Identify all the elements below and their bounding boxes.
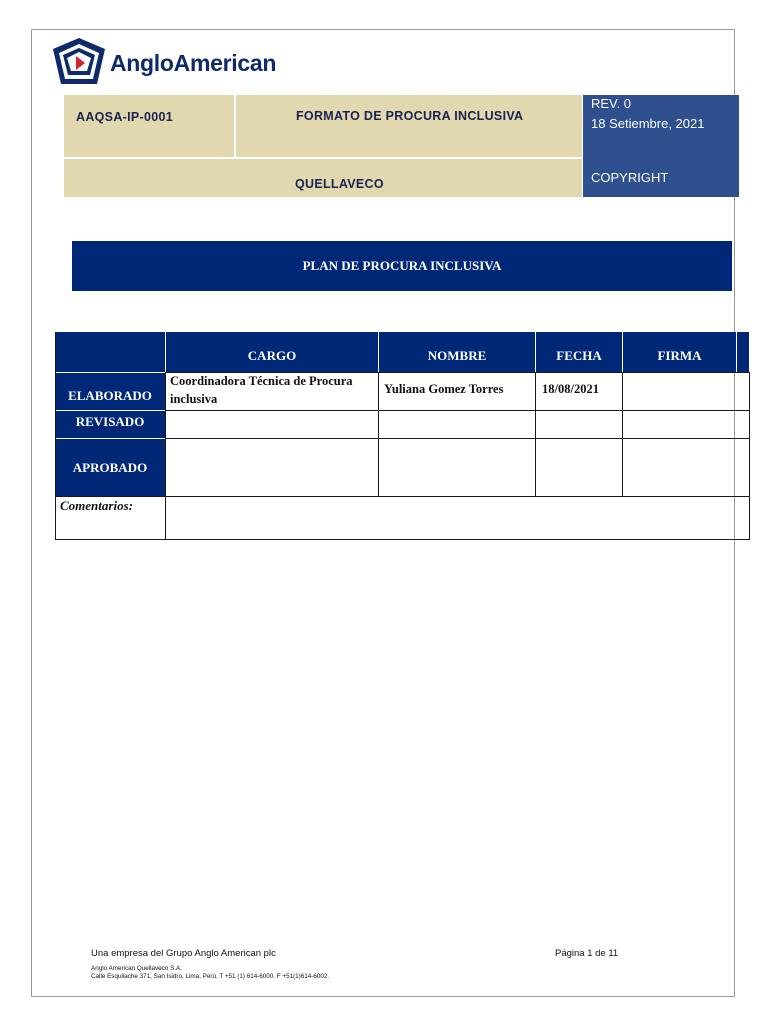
- row-divider: [165, 410, 750, 411]
- column-divider: [535, 372, 536, 497]
- cell-nombre-elaborado: Yuliana Gomez Torres: [384, 382, 504, 396]
- logo-wordmark: AngloAmerican: [110, 49, 277, 76]
- row-label-aprobado: APROBADO: [55, 439, 165, 496]
- column-header-spacer: [737, 332, 749, 372]
- footer-group-line: Una empresa del Grupo Anglo American plc: [91, 948, 276, 959]
- revision-label: REV. 0: [591, 96, 631, 111]
- footer-address: Calle Esquilache 371, San Isidro, Lima, Perú. T +51 (1) 614-6000. F +51(1)614-6002.: [91, 973, 330, 980]
- anglo-american-logo: [52, 37, 276, 87]
- column-divider: [622, 372, 623, 497]
- comments-row: [55, 496, 750, 540]
- site-name: QUELLAVECO: [295, 177, 384, 191]
- footer-company: Anglo American Quellaveco S.A.: [91, 965, 183, 972]
- row-label-elaborado: ELABORADO: [55, 373, 165, 410]
- column-header-cargo: CARGO: [166, 332, 378, 372]
- comments-label: Comentarios:: [60, 498, 133, 513]
- doc-code: AAQSA-IP-0001: [76, 110, 173, 124]
- plan-banner-title: PLAN DE PROCURA INCLUSIVA: [302, 258, 502, 273]
- column-header-fecha: FECHA: [536, 332, 622, 372]
- copyright-label: COPYRIGHT: [591, 170, 669, 185]
- cell-cargo-elaborado: Coordinadora Técnica de Procura inclusiva: [170, 374, 353, 406]
- column-divider: [378, 372, 379, 497]
- plan-banner: [72, 241, 732, 291]
- doc-title: FORMATO DE PROCURA INCLUSIVA: [296, 109, 524, 123]
- footer-page-number: Página 1 de 11: [555, 948, 619, 959]
- revision-date: 18 Setiembre, 2021: [591, 116, 705, 131]
- doc-title-cell: [236, 95, 582, 157]
- doc-code-cell: [64, 95, 234, 157]
- row-label-revisado: REVISADO: [55, 411, 165, 438]
- anglo-american-emblem-icon: [52, 37, 106, 87]
- column-header-firma: FIRMA: [623, 332, 736, 372]
- table-left-border: [55, 332, 56, 540]
- row-divider: [165, 438, 750, 439]
- column-header-nombre: NOMBRE: [379, 332, 535, 372]
- column-divider: [165, 496, 166, 540]
- cell-fecha-elaborado: 18/08/2021: [542, 382, 599, 396]
- table-corner-cell: [55, 332, 165, 372]
